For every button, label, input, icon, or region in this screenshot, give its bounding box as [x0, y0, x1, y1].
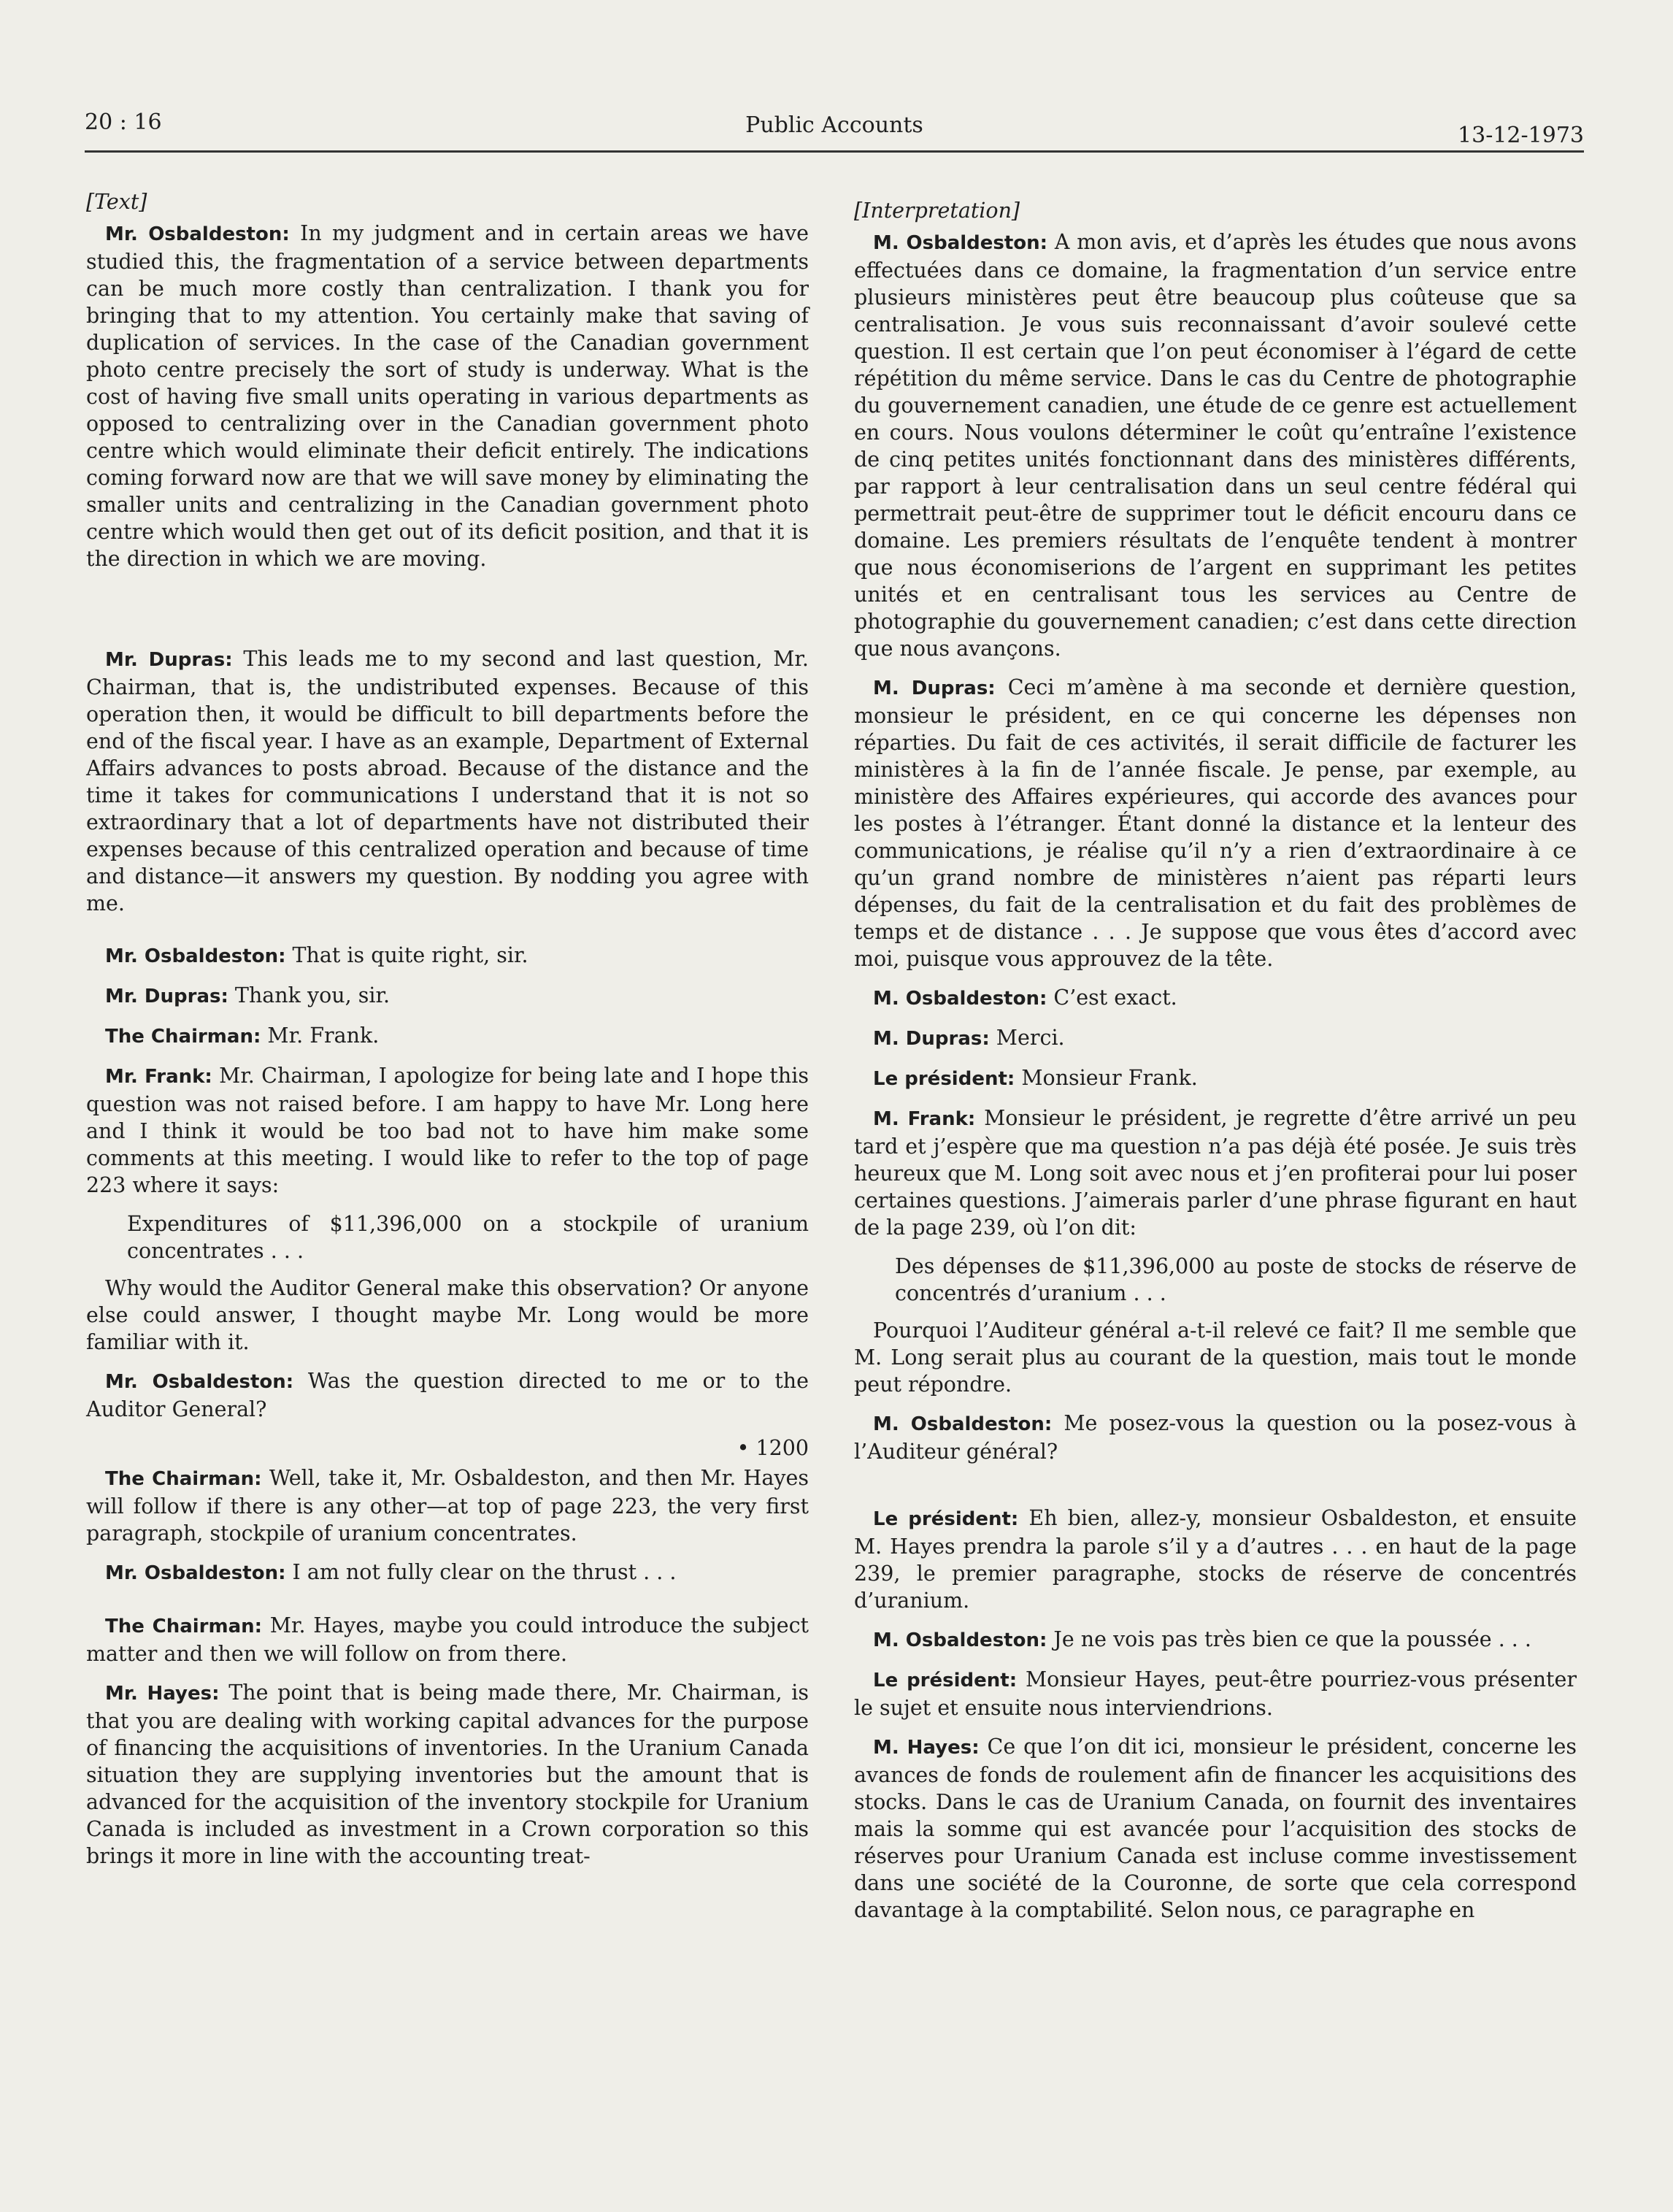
paragraph: [86, 1559, 809, 1587]
speech-text: Well, take it, Mr. Osbaldeston, and then Mr. Hayes will follow if there is any other—at top of page 223, the very first paragraph, stockpile of uranium concentrates.: [86, 1466, 809, 1545]
page-header: [85, 107, 1584, 153]
speaker-name: Mr. Dupras:: [105, 986, 228, 1007]
speaker-name: Le président:: [873, 1670, 1018, 1691]
speaker-name: Mr. Osbaldeston:: [105, 223, 290, 245]
french-column: [854, 197, 1577, 1935]
english-column: [86, 188, 809, 1881]
paragraph: [86, 1464, 809, 1547]
speaker-name: M. Frank:: [873, 1108, 976, 1130]
speaker-name: M. Hayes:: [873, 1737, 980, 1759]
speech-text: Monsieur Frank.: [1015, 1066, 1198, 1090]
speech-text: Mr. Chairman, I apologize for being late and I hope this question was not raised before. I am happy to have Mr. Long here and I think it would be too bad not to have him make some comments at this meeting. I would like to refer to the top of page 223 where it says:: [86, 1064, 809, 1197]
paragraph: [854, 1666, 1577, 1721]
paragraph: [86, 942, 809, 970]
speech-text: This leads me to my second and last question, Mr. Chairman, that is, the undistributed expenses. Because of this operation then, it would be difficult to bill departments before the end of the fiscal year. I have as an example, Department of External Affairs advances to posts abroad. Because of the distance and the time it takes for communications I understand that it is not so extraordinary that a lot of departments have not distributed their expenses because of this centralized operation and because of time and distance—it answers my question. By nodding you agree with me.: [86, 647, 809, 915]
paragraph: Pourquoi l’Auditeur général a-t-il relevé ce fait? Il me semble que M. Long serait plus au courant de la question, mais tout le monde peut répondre.: [854, 1318, 1577, 1397]
paragraph: [86, 1062, 809, 1199]
speaker-name: Mr. Osbaldeston:: [105, 1562, 286, 1584]
paragraph: [854, 1064, 1577, 1093]
speech-text: C’est exact.: [1047, 986, 1177, 1010]
speech-text: I am not fully clear on the thrust . . .: [285, 1560, 677, 1584]
paragraph: [86, 220, 809, 572]
speaker-name: M. Osbaldeston:: [873, 1413, 1053, 1435]
paragraph: [86, 1612, 809, 1667]
speech-text: Ce que l’on dit ici, monsieur le président, concerne les avances de fonds de roulement afin de financer les acquisitions des stocks. Dans le cas de Uranium Canada, on fournit des inventaires mais la somme qui est avancée pour l’acquisition des stocks de réserves pour Uranium Canada est incluse comme investissement dans une société de la Couronne, de sorte que cela correspond davantage à la comptabilité. Selon nous, ce paragraphe en: [854, 1735, 1577, 1922]
speech-text: The point that is being made there, Mr. Chairman, is that you are dealing with working capital advances for the purpose of financing the acquisitions of inventories. In the Uranium Canada situation they are supplying inventories but the amount that is advanced for the acquisition of the inventory stockpile for Uranium Canada is included as investment in a Crown corporation so this brings it more in line with the accounting treat-: [86, 1681, 809, 1868]
speaker-name: Mr. Osbaldeston:: [105, 1371, 294, 1393]
speaker-name: M. Dupras:: [873, 677, 996, 699]
speaker-name: M. Dupras:: [873, 1028, 990, 1050]
paragraph: [86, 982, 809, 1010]
paragraph: [86, 1679, 809, 1870]
speech-text: Je ne vois pas très bien ce que la poussée . . .: [1047, 1627, 1531, 1651]
speaker-name: M. Osbaldeston:: [873, 232, 1048, 254]
paragraph: [854, 1505, 1577, 1614]
block-quote: Des dépenses de $11,396,000 au poste de stocks de réserve de concentrés d’uranium . . .: [895, 1254, 1577, 1305]
speech-text: Thank you, sir.: [228, 983, 391, 1007]
speech-text: Mr. Frank.: [261, 1024, 380, 1048]
block-quote: Expenditures of $11,396,000 on a stockpile of uranium concentrates . . .: [127, 1212, 809, 1263]
speech-text: Monsieur le président, je regrette d’être arrivé un peu tard et j’espère que ma question n’a pas déjà été posée. Je suis très heureux que M. Long soit avec nous et j’en profiterai pour lui poser certaines questions. J’aimerais parler d’une phrase figurant en haut de la page 239, où l’on dit:: [854, 1106, 1577, 1240]
time-marker: • 1200: [736, 1436, 809, 1460]
paragraph: [854, 984, 1577, 1013]
page-number: 20 : 16: [85, 110, 162, 135]
speaker-name: The Chairman:: [105, 1026, 261, 1048]
speech-text: In my judgment and in certain areas we have studied this, the fragmentation of a service between departments can be much more costly than centralization. I thank you for bringing that to my attention. You certainly make that saving of duplication of services. In the case of the Canadian government photo centre precisely the sort of study is underway. What is the cost of having five small units operating in various departments as opposed to centralizing over in the Canadian government photo centre which would eliminate their deficit entirely. The indications coming forward now are that we will save money by eliminating the smaller units and centralizing in the Canadian government photo centre which would then get out of its deficit position, and that it is the direction in which we are moving.: [86, 221, 809, 571]
speaker-name: Mr. Hayes:: [105, 1683, 220, 1705]
paragraph: [86, 1022, 809, 1051]
paragraph: [86, 645, 809, 917]
paragraph: [854, 1024, 1577, 1053]
column-label: [Interpretation]: [854, 199, 1020, 223]
speaker-name: Le président:: [873, 1068, 1015, 1090]
paragraph: [854, 1626, 1577, 1654]
speaker-name: Le président:: [873, 1508, 1019, 1530]
speech-text: Merci.: [989, 1026, 1065, 1050]
paragraph: [86, 1367, 809, 1423]
speech-text: Me posez-vous la question ou la posez-vous à l’Auditeur général?: [854, 1411, 1577, 1464]
paragraph: [854, 229, 1577, 662]
speech-text: Ceci m’amène à ma seconde et dernière question, monsieur le président, en ce qui concerne les dépenses non réparties. Du fait de ces activités, il serait difficile de facturer les ministères à la fin de l’année fiscale. Je pense, par exemple, au ministère des Affaires expérieures, qui accorde des avances pour les postes à l’étranger. Étant donné la distance et la lenteur des communications, je réalise qu’il n’y a rien d’extraordinaire à ce qu’un grand nombre de ministères n’aient pas réparti leurs dépenses, du fait de la centralisation et du fait des problèmes de temps et de distance . . . Je suppose que vous êtes d’accord avec moi, puisque vous approuvez de la tête.: [854, 675, 1577, 971]
speech-text: A mon avis, et d’après les études que nous avons effectuées dans ce domaine, la fragmentation d’un service entre plusieurs ministères peut être beaucoup plus coûteuse que sa centralisation. Je vous suis reconnaissant d’avoir soulevé cette question. Il est certain que l’on peut économiser à l’égard de cette répétition du même service. Dans le cas du Centre de photographie du gouvernement canadien, une étude de ce genre est actuellement en cours. Nous voulons déterminer le coût qu’entraîne l’existence de cinq petites unités fonctionnant dans des ministères différents, par rapport à leur centralisation dans un seul centre fédéral qui permettrait peut-être de supprimer tout le déficit encouru dans ce domaine. Les premiers résultats de l’enquête tendent à montrer que nous économiserions de l’argent en supprimant les petites unités et en centralisant tous les services au Centre de photographie du gouvernement canadien; c’est dans cette direction que nous avançons.: [854, 230, 1577, 661]
speech-text: Monsieur Hayes, peut-être pourriez-vous présenter le sujet et ensuite nous interviendrions.: [854, 1667, 1577, 1720]
speech-text: Eh bien, allez-y, monsieur Osbaldeston, et ensuite M. Hayes prendra la parole s’il y a d’autres . . . en haut de la page 239, le premier paragraphe, stocks de réserve de concentrés d’uranium.: [854, 1506, 1577, 1613]
paragraph: [854, 674, 1577, 972]
speaker-name: The Chairman:: [105, 1616, 263, 1637]
speaker-name: Mr. Osbaldeston:: [105, 945, 286, 967]
speech-text: That is quite right, sir.: [285, 943, 528, 967]
speaker-name: Mr. Dupras:: [105, 649, 233, 671]
speaker-name: M. Osbaldeston:: [873, 988, 1047, 1010]
speech-text: Mr. Hayes, maybe you could introduce the subject matter and then we will follow on from there.: [86, 1613, 809, 1666]
speaker-name: The Chairman:: [105, 1468, 262, 1490]
paragraph: [854, 1733, 1577, 1924]
paragraph: [854, 1410, 1577, 1465]
column-label: [Text]: [86, 190, 147, 214]
speech-text: Was the question directed to me or to the Auditor General?: [86, 1369, 809, 1421]
running-title: Public Accounts: [745, 112, 923, 138]
speaker-name: M. Osbaldeston:: [873, 1629, 1047, 1651]
speaker-name: Mr. Frank:: [105, 1066, 212, 1088]
sitting-date: 13-12-1973: [1458, 123, 1584, 148]
paragraph: Why would the Auditor General make this observation? Or anyone else could answer, I thought maybe Mr. Long would be more familiar with it.: [86, 1276, 809, 1354]
paragraph: [854, 1105, 1577, 1241]
